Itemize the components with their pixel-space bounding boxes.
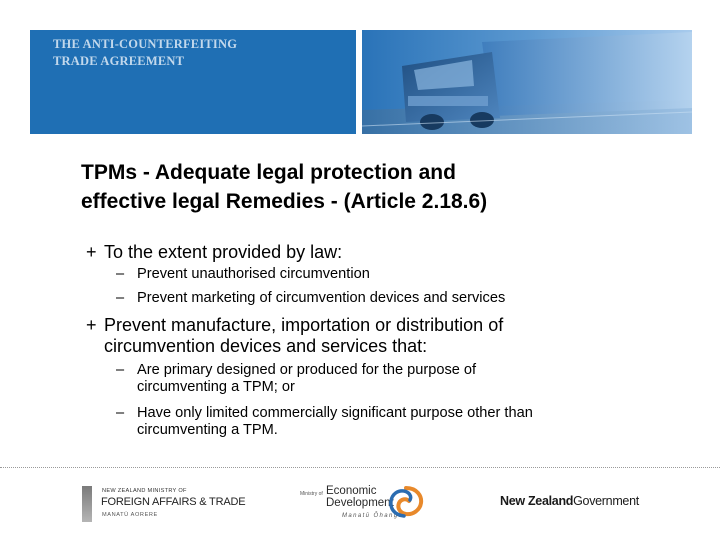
bullet-item — [86, 242, 686, 263]
dash-bullet-icon: – — [116, 290, 125, 306]
banner-title — [53, 36, 237, 70]
sub-bullet-item — [116, 290, 706, 307]
sub-bullet-item — [116, 362, 696, 396]
plus-bullet-icon: + — [86, 315, 97, 335]
med-logo-line: Development — [326, 497, 394, 509]
mfat-logo — [82, 486, 246, 522]
sub-bullet-item — [116, 266, 696, 283]
dash-bullet-icon: – — [116, 266, 125, 282]
sub-bullet-text — [137, 405, 706, 439]
bullet-text-line: circumvention devices and services that: — [104, 336, 428, 356]
bullet-text — [104, 242, 686, 263]
dash-bullet-icon: – — [116, 362, 125, 378]
nz-government-logo-nz: New Zealand — [500, 494, 574, 508]
bullet-item — [86, 315, 686, 357]
sub-bullet-text-line: Prevent marketing of circumvention devices and services — [137, 290, 506, 306]
slide-title-line: effective legal Remedies - (Article 2.18.6) — [81, 190, 488, 213]
med-logo-line: Economic — [326, 485, 377, 497]
med-logo-small-text: Ministry of — [300, 491, 323, 497]
sub-bullet-item — [116, 405, 706, 439]
sub-bullet-text-line: circumventing a TPM; or — [137, 379, 295, 395]
mfat-logo-line: MANATŪ AORERE — [102, 512, 158, 518]
mfat-logo-line: NEW ZEALAND MINISTRY OF — [102, 488, 187, 494]
footer-divider — [0, 467, 720, 468]
sub-bullet-text-line: circumventing a TPM. — [137, 422, 278, 438]
koru-swirl-icon — [386, 484, 426, 520]
plus-bullet-icon: + — [86, 242, 97, 262]
banner-title-line: TRADE AGREEMENT — [53, 54, 185, 68]
truck-photo — [362, 30, 692, 134]
bullet-text — [104, 315, 686, 357]
banner-title-line: THE ANTI-COUNTERFEITING — [53, 37, 238, 51]
truck-image — [362, 30, 692, 134]
bullet-text-line: To the extent provided by law: — [104, 242, 343, 262]
sub-bullet-text-line: Have only limited commercially significant purpose other than — [137, 405, 533, 421]
sub-bullet-text — [137, 362, 696, 396]
mfat-logo-line: FOREIGN AFFAIRS & TRADE — [101, 496, 246, 508]
sub-bullet-text — [137, 290, 706, 307]
mfat-logo-bar — [82, 486, 92, 522]
slide-title — [81, 158, 681, 216]
sub-bullet-text-line: Prevent unauthorised circumvention — [137, 266, 370, 282]
slide-title-line: TPMs - Adequate legal protection and — [81, 161, 456, 184]
nz-government-logo-gov: Government — [573, 494, 639, 508]
sub-bullet-text-line: Are primary designed or produced for the purpose of — [137, 362, 477, 378]
sub-bullet-text — [137, 266, 696, 283]
nz-government-logo — [500, 494, 639, 508]
med-logo-maori-text: Manatū Ōhanga — [342, 513, 404, 519]
med-logo — [298, 483, 448, 525]
dash-bullet-icon: – — [116, 405, 125, 421]
bullet-text-line: Prevent manufacture, importation or distribution of — [104, 315, 504, 335]
